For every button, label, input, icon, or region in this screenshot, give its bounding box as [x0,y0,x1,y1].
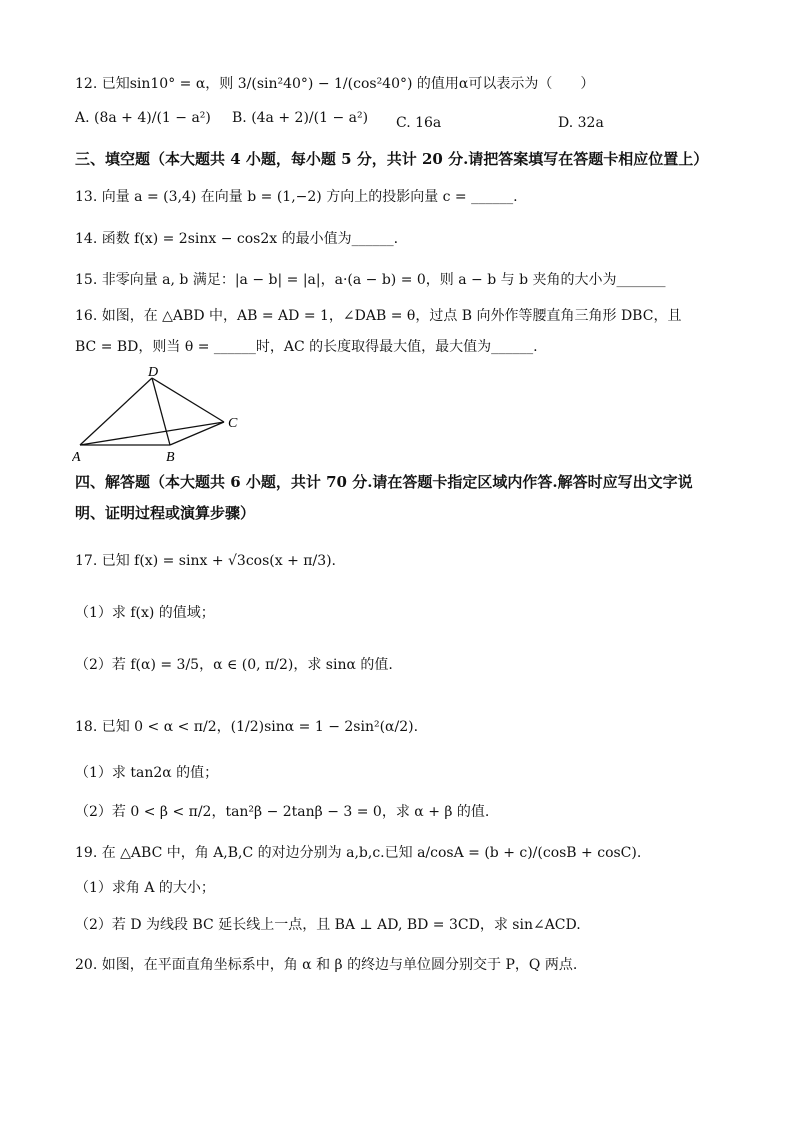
label-D: D [148,365,159,380]
q17-part-2: （2）若 f(α) = 3/5，α ∈ (0, π/2)，求 sinα 的值. [75,657,393,673]
label-C: C [228,416,238,431]
q12-option-c: C. 16a [396,115,442,131]
q12-option-a: A. (8a + 4)/(1 − a²) [75,110,211,126]
q16-line-2: BC = BD，则当 θ = ______时，AC 的长度取得最大值，最大值为______. [75,339,538,355]
q13: 13. 向量 a = (3,4) 在向量 b = (1,−2) 方向上的投影向量 c = ______. [75,189,518,205]
q19-stem: 19. 在 △ABC 中，角 A,B,C 的对边分别为 a,b,c.已知 a/cosA = (b + c)/(cosB + cosC). [75,845,642,861]
q18-part-1: （1）求 tan2α 的值； [75,765,219,781]
section-4-heading-line-2: 明、证明过程或演算步骤） [75,504,256,522]
q18-part-2: （2）若 0 < β < π/2，tan²β − 2tanβ − 3 = 0，求 α + β 的值. [75,804,490,820]
q17-part-1: （1）求 f(x) 的值域； [75,605,215,621]
triangle-edges [80,378,224,445]
q16-line-1: 16. 如图，在 △ABD 中，AB = AD = 1，∠DAB = θ，过点 B 向外作等腰直角三角形 DBC，且 [75,308,682,324]
edge-BC [170,422,224,445]
section-4-heading-line-1: 四、解答题（本大题共 6 小题，共计 70 分.请在答题卡指定区域内作答.解答时应写出文字说 [75,473,693,491]
q12-option-b: B. (4a + 2)/(1 − a²) [232,110,369,126]
label-A: A [72,450,81,464]
label-B: B [166,450,175,464]
edge-DC [152,378,224,422]
q12-stem: 12. 已知sin10° = α，则 3/(sin²40°) − 1/(cos²40°) 的值用α可以表示为（ ） [75,76,595,92]
q17-stem: 17. 已知 f(x) = sinx + √3cos(x + π/3). [75,553,337,569]
q14: 14. 函数 f(x) = 2sinx − cos2x 的最小值为______. [75,231,399,247]
q20-stem: 20. 如图，在平面直角坐标系中，角 α 和 β 的终边与单位圆分别交于 P，Q 两点. [75,957,578,973]
q19-part-1: （1）求角 A 的大小； [75,880,215,896]
q12-option-d: D. 32a [558,115,604,131]
section-3-heading: 三、填空题（本大题共 4 小题，每小题 5 分，共计 20 分.请把答案填写在答题卡相应位置上） [75,150,709,168]
triangle-diagram [72,364,252,464]
q15: 15. 非零向量 a, b 满足：|a − b| = |a|，a·(a − b) = 0，则 a − b 与 b 夹角的大小为_______ [75,272,666,288]
q19-part-2: （2）若 D 为线段 BC 延长线上一点，且 BA ⊥ AD, BD = 3CD，求 sin∠ACD. [75,917,581,933]
q18-stem: 18. 已知 0 < α < π/2，(1/2)sinα = 1 − 2sin²(α/2). [75,719,419,735]
